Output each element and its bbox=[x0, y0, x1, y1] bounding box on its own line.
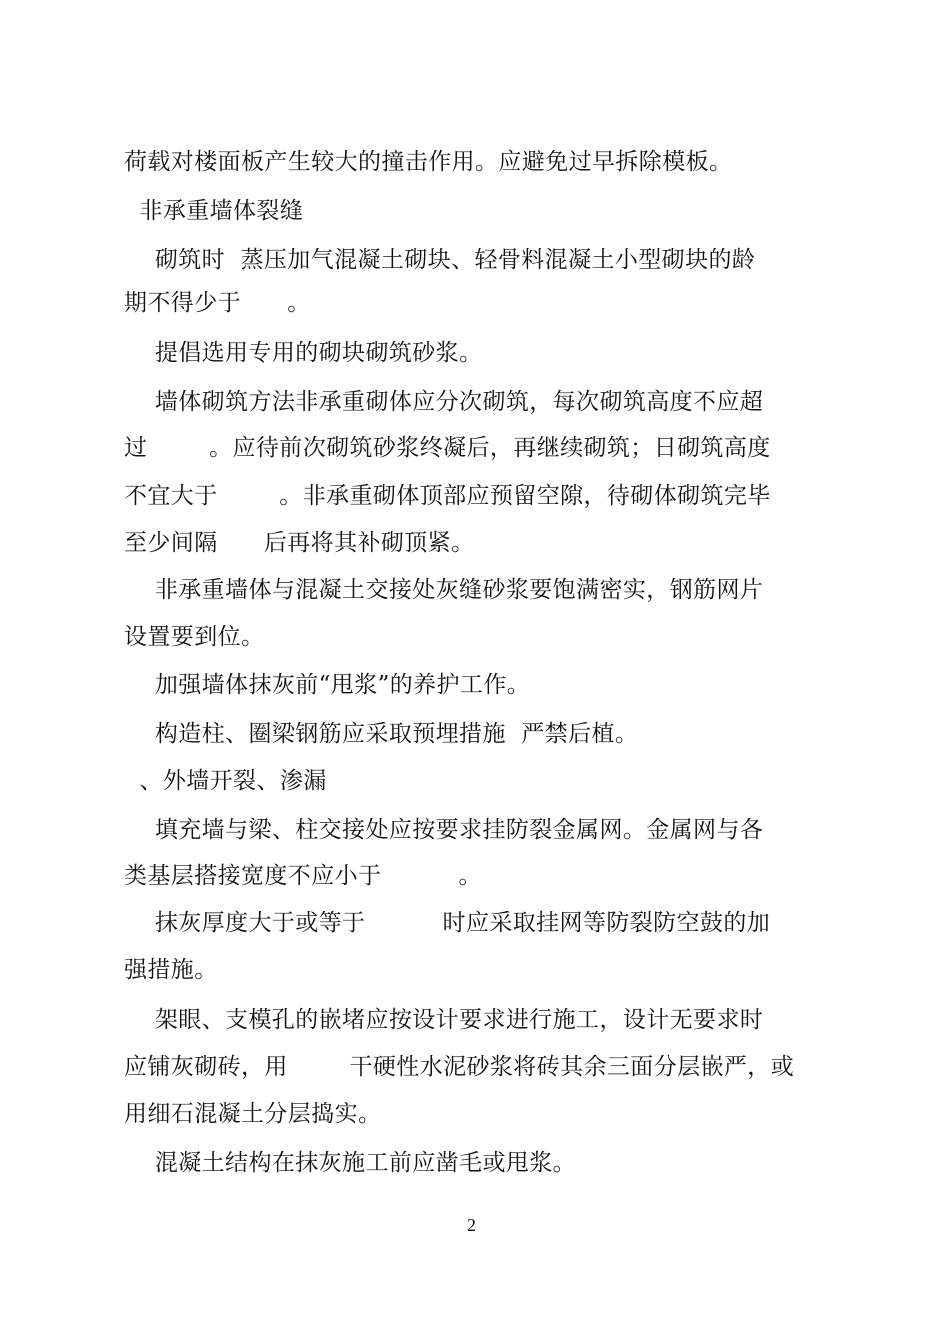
body-text-line: 非承重墙体与混凝土交接处灰缝砂浆要饱满密实，钢筋网片 bbox=[124, 577, 764, 603]
body-text-line: 填充墙与梁、柱交接处应按要求挂防裂金属网。金属网与各 bbox=[124, 817, 764, 843]
section-heading: 非承重墙体裂缝 bbox=[124, 198, 304, 224]
body-text-line: 加强墙体抹灰前“甩浆”的养护工作。 bbox=[124, 672, 531, 698]
body-text-line: 至少间隔 后再将其补砌顶紧。 bbox=[124, 530, 475, 556]
body-text-line: 不宜大于 。非承重砌体顶部应预留空隙，待砌体砌筑完毕 bbox=[124, 483, 771, 509]
section-heading: 、外墙开裂、渗漏 bbox=[124, 768, 327, 794]
body-text-line: 期不得少于 。 bbox=[124, 290, 311, 316]
body-text-line: 过 。应待前次砌筑砂浆终凝后，再继续砌筑；日砌筑高度 bbox=[124, 435, 771, 461]
body-text-line: 砌筑时 蒸压加气混凝土砌块、轻骨料混凝土小型砌块的龄 bbox=[124, 247, 756, 273]
body-text-line: 应铺灰砌砖，用 干硬性水泥砂浆将砖其余三面分层嵌严，或 bbox=[124, 1054, 795, 1080]
body-text-line: 强措施。 bbox=[124, 957, 218, 983]
body-text-line: 混凝土结构在抹灰施工前应凿毛或甩浆。 bbox=[124, 1150, 577, 1176]
body-text-line: 类基层搭接宽度不应小于 。 bbox=[124, 863, 482, 889]
body-text-line: 架眼、支模孔的嵌堵应按设计要求进行施工，设计无要求时 bbox=[124, 1007, 764, 1033]
page-number: 2 bbox=[467, 1215, 476, 1235]
body-text-line: 用细石混凝土分层捣实。 bbox=[124, 1101, 382, 1127]
body-text-line: 抹灰厚度大于或等于 时应采取挂网等防裂防空鼓的加 bbox=[124, 910, 771, 936]
body-text-line: 荷载对楼面板产生较大的撞击作用。应避免过早拆除模板。 bbox=[124, 149, 733, 175]
body-text-line: 设置要到位。 bbox=[124, 624, 265, 650]
body-text-line: 构造柱、圈梁钢筋应采取预埋措施 严禁后植。 bbox=[124, 721, 639, 747]
body-text-line: 提倡选用专用的砌块砌筑砂浆。 bbox=[124, 340, 483, 366]
body-text-line: 墙体砌筑方法非承重砌体应分次砌筑，每次砌筑高度不应超 bbox=[124, 389, 764, 415]
